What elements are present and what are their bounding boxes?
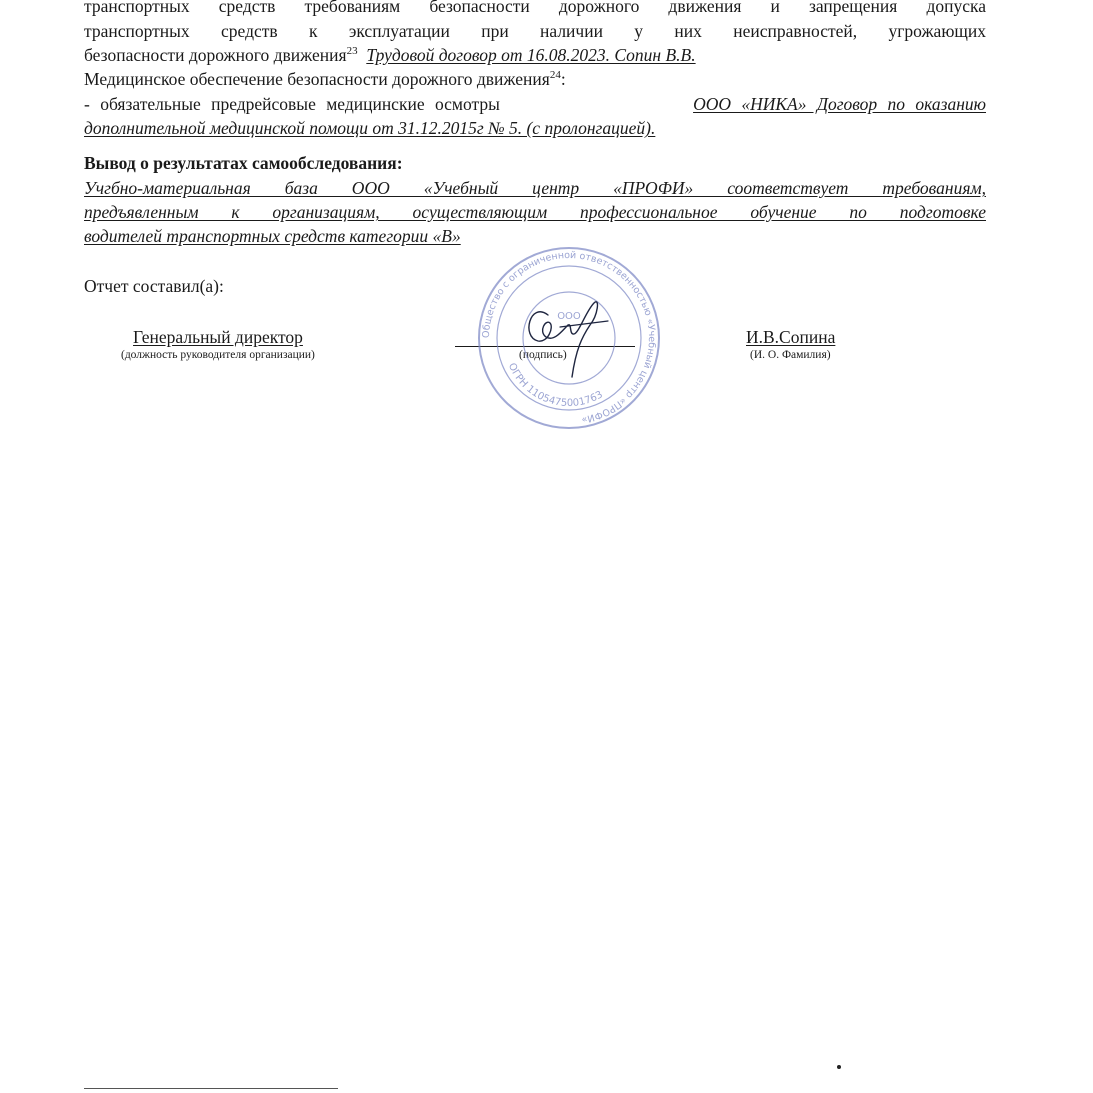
paragraph-line-3-text: безопасности дорожного движения: [84, 45, 347, 65]
scan-speck: [837, 1065, 841, 1069]
stamp-center-text: ООО: [557, 311, 581, 322]
labor-contract-fill: Трудовой договор от 16.08.2023. Сопин В.В.: [366, 45, 696, 65]
stamp-ogrn-text: ОГРН 1105475001763: [505, 361, 605, 410]
name-caption: (И. О. Фамилия): [750, 349, 831, 361]
organization-stamp: [476, 245, 662, 431]
stamp-outer-text: Общество с ограниченной ответственностью «Учебный центр «ПРОФИ»: [480, 249, 658, 426]
medical-item-fill-2: дополнительной медицинской помощи от 31.12.2015г № 5. (с пролонгацией).: [84, 118, 656, 138]
stamp-middle-ring: [497, 266, 641, 410]
stamp-inner-ring: [523, 292, 615, 384]
footnote-separator: [84, 1088, 338, 1089]
signature-caption: (подпись): [519, 349, 567, 361]
paragraph-line-2: транспортных средств к эксплуатации при наличии у них неисправностей, угрожающих: [84, 21, 986, 41]
compiled-by-label: Отчет составил(а):: [84, 276, 224, 296]
conclusion-heading: Вывод о результатах самообследования:: [84, 153, 403, 173]
name-value: И.В.Сопина: [746, 327, 836, 347]
conclusion-line-3: водителей транспортных средств категории «В»: [84, 226, 461, 246]
medical-heading-text: Медицинское обеспечение безопасности дорожного движения: [84, 69, 550, 89]
position-value: Генеральный директор: [133, 327, 303, 347]
medical-heading: [84, 68, 986, 90]
medical-item-line-1: [84, 93, 986, 115]
footnote-ref-24: 24: [549, 69, 561, 81]
medical-item-line-2: [84, 117, 986, 139]
position-caption: (должность руководителя организации): [121, 349, 315, 361]
paragraph-line-3: [84, 44, 986, 66]
footnote-ref-23: 23: [346, 45, 358, 57]
paragraph-line-1: транспортных средств требованиям безопасности дорожного движения и запрещения допуска: [84, 0, 986, 16]
medical-item-fill-1: ООО «НИКА» Договор по оказанию: [693, 94, 986, 114]
conclusion-line-2: предъявленным к организациям, осуществляющим профессиональное обучение по подготовке: [84, 202, 986, 222]
medical-item-label: - обязательные предрейсовые медицинские осмотры: [84, 94, 500, 114]
medical-heading-suffix: :: [560, 69, 566, 89]
conclusion-line-1: Учгбно-материальная база ООО «Учебный центр «ПРОФИ» соответствует требованиям,: [84, 178, 986, 198]
